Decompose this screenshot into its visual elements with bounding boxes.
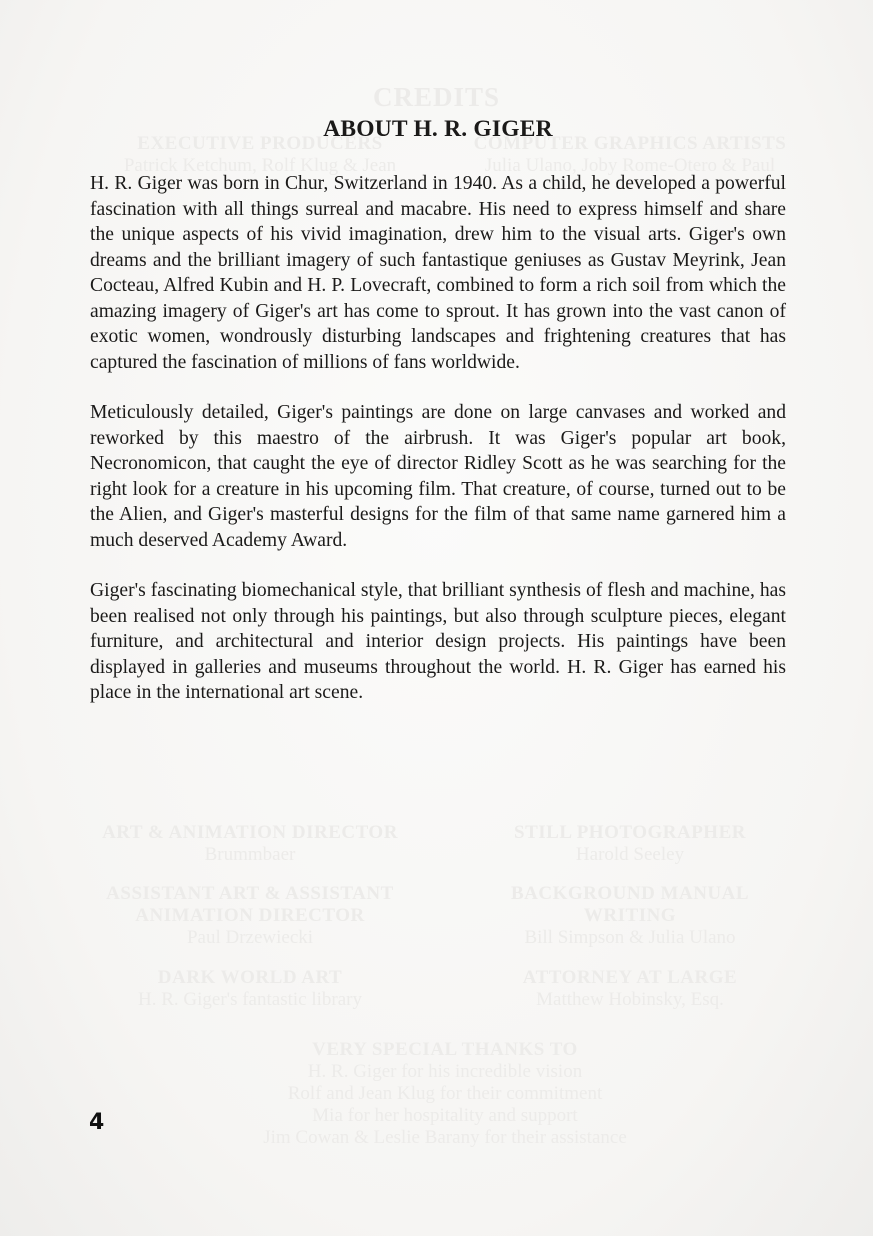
ghost-block: ATTORNEY AT LARGE Matthew Hobinsky, Esq.: [522, 967, 738, 1010]
ghost-thanks: VERY SPECIAL THANKS TO H. R. Giger for his incredible vision Rolf and Jean Klug for their commitment Mia for her hospitality and support Jim Cowan & Leslie Barany for their assistance: [263, 1039, 627, 1148]
paragraph-career: Meticulously detailed, Giger's paintings are done on large canvases and worked and reworked by this maestro of the airbrush. It was Giger's popular art book, Necronomicon, that caught the eye of director Ridley Scott as he was searching for the right look for a creature in his upcoming film. That creature, of course, turned out to be the Alien, and Giger's masterful designs for the film of that same name garnered him a much deserved Academy Award.: [90, 402, 786, 551]
article: [90, 114, 786, 731]
ghost-block: EXECUTIVE PRODUCERS Patrick Ketchum, Rolf Klug & Jean: [123, 133, 397, 176]
paragraph-style: Giger's fascinating biomechanical style, that brilliant synthesis of flesh and machine, has been realised not only through his paintings, but also through sculpture pieces, elegant furniture, and architectural and interior design projects. His paintings have been displayed in galleries and museums throughout the world. H. R. Giger has earned his place in the international art scene.: [90, 580, 786, 703]
ghost-block: ART & ANIMATION DIRECTOR Brummbaer: [102, 822, 398, 865]
page-title: ABOUT H. R. GIGER: [323, 116, 553, 142]
ghost-credits-title: CREDITS: [372, 82, 501, 112]
ghost-block: STILL PHOTOGRAPHER Harold Seeley: [514, 822, 746, 865]
ghost-block: BACKGROUND MANUAL WRITING Bill Simpson & Julia Ulano: [510, 883, 750, 948]
ghost-block: DARK WORLD ART H. R. Giger's fantastic library: [138, 967, 362, 1010]
paragraph-biography: H. R. Giger was born in Chur, Switzerland in 1940. As a child, he developed a powerful fascination with all things surreal and macabre. His need to express himself and share the unique aspects of his vivid imagination, drew him to the visual arts. Giger's own dreams and the brilliant imagery of such fantastique geniuses as Gustav Meyrink, Jean Cocteau, Alfred Kubin and H. P. Lovecraft, combined to form a rich soil from which the amazing imagery of Giger's art has come to sprout. It has grown into the vast canon of exotic women, wondrously disturbing landscapes and frightening creatures that has captured the fascination of millions of fans worldwide.: [90, 173, 786, 373]
ghost-block: ASSISTANT ART & ASSISTANT ANIMATION DIRECTOR Paul Drzewiecki: [106, 883, 394, 948]
page-number: 4: [89, 1110, 105, 1135]
ghost-block: COMPUTER GRAPHICS ARTISTS Julia Ulano, Joby Rome-Otero & Paul: [473, 133, 787, 176]
